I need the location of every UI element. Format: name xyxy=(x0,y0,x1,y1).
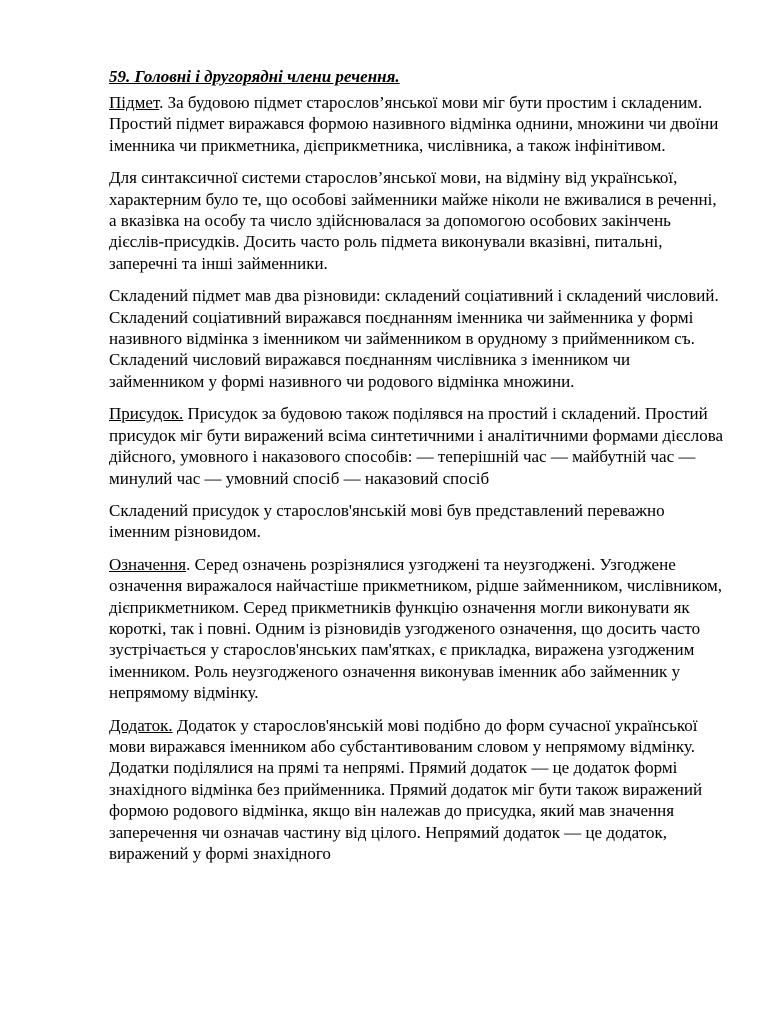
paragraph-subject xyxy=(109,92,728,156)
section-title: 59. Головні і другорядні члени речення. xyxy=(109,67,400,86)
paragraph-attribute-text: . Серед означень розрізнялися узгоджені та неузгоджені. Узгоджене означення виражалося найчастіше прикметником, рідше займенником, числівником, дієприкметником. Серед прикметників функцію означення могли виконувати як короткі, так і повні. Одним із різновидів узгодженого означення, що досить часто зустрічається у старослов'янських пам'ятках, є прикладка, виражена узгодженим іменником. Роль неузгодженого означення виконував іменник або займенник у непрямому відмінку. xyxy=(109,554,723,703)
paragraph-predicate xyxy=(109,403,728,489)
paragraph-object xyxy=(109,715,728,865)
paragraph-pronouns: Для синтаксичної системи старослов’янської мови, на відміну від української, характерним було те, що особові займенники майже ніколи не вживалися в реченні, а вказівка на особу та число здійснювалася за допомогою особових закінчень дієслів-присудків. Досить часто роль підмета виконували вказівні, питальні, заперечні та інші займенники. xyxy=(109,168,717,273)
paragraph-compound-predicate: Складений присудок у старослов'янській мові був представлений переважно іменним різновидом. xyxy=(109,500,665,542)
term-subject: Підмет xyxy=(109,93,160,112)
paragraph-predicate-text: Присудок за будовою також поділявся на простий і складений. Простий присудок міг бути виражений всіма синтетичними і аналітичними формами дієслова дійсного, умовного і наказового способів: — теперішній час — майбутній час — минулий час — умовний спосіб — наказовий спосіб xyxy=(109,404,724,488)
term-attribute: Означення xyxy=(109,554,187,574)
paragraph-attribute xyxy=(109,554,728,704)
paragraph-subject-text: . За будовою підмет старослов’янської мови міг бути простим і складеним. Простий підмет виражався формою називного відмінка однини, множини чи двоїни іменника чи прикметника, дієприкметника, числівника, а також інфінітивом. xyxy=(109,93,719,155)
term-object: Додаток. xyxy=(109,715,173,735)
paragraph-object-text: Додаток у старослов'янській мові подібно до форм сучасної української мови виражався іменником або субстантивованим словом у непрямому відмінку. Додатки поділялися на прямі та непрямі. Прямий додаток — це додаток формі знахідного відмінка без прийменника. Прямий додаток міг бути також виражений формою родового відмінка, якщо він належав до присудка, який мав значення заперечення чи означав частину від цілого. Непрямий додаток — це додаток, виражений у формі знахідного xyxy=(109,715,703,863)
term-predicate: Присудок. xyxy=(109,404,184,424)
paragraph-compound-subject: Складений підмет мав два різновиди: складений соціативний і складений числовий. Складений соціативний виражався поєднанням іменника чи займенника у формі називного відмінка з іменником чи займенником в орудному з прийменником съ. Складений числовий виражався поєднанням числівника з іменником чи займенником у формі називного чи родового відмінка множини. xyxy=(109,286,719,391)
